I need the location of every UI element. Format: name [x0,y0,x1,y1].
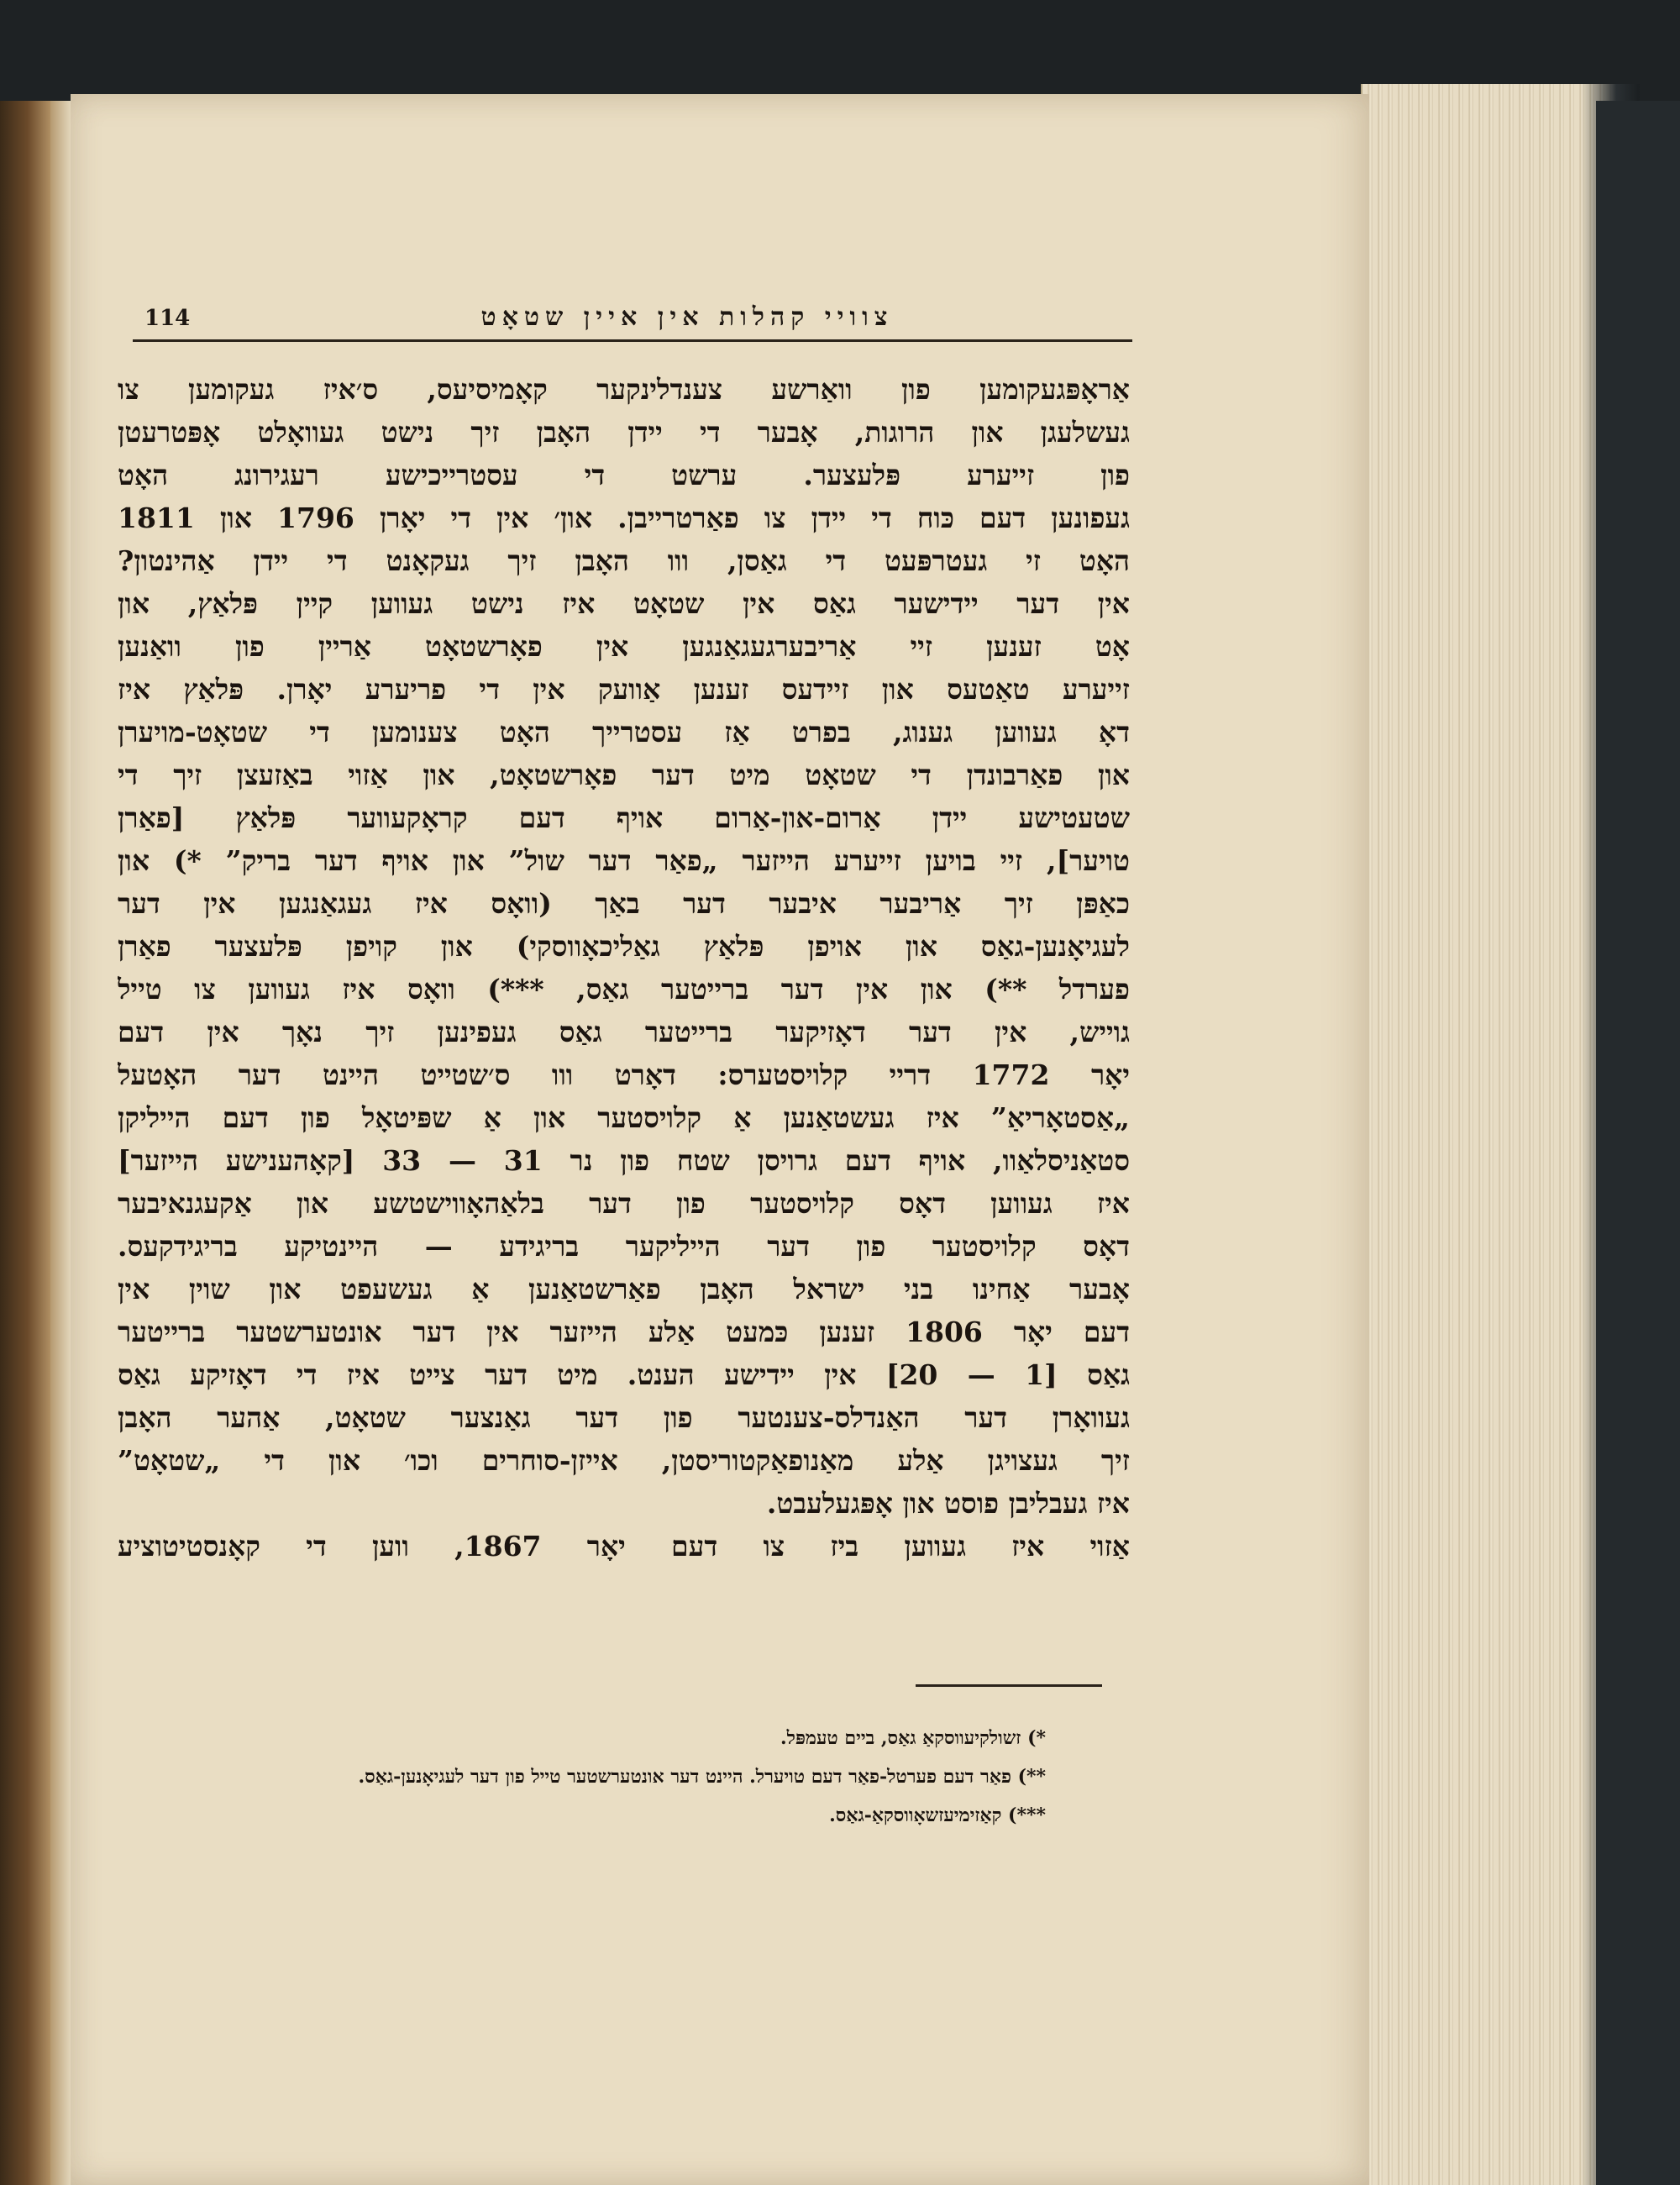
body-text [118,368,1130,1568]
footnote-rule [916,1684,1102,1687]
text-line: גאַס [1 — 20] אין יידישע הענט. מיט דער צייט איז די דאָזיקע גאַס [118,1358,1130,1391]
page-number: 114 [144,306,191,331]
text-line: אָט זענען זיי אַריבערגעגאַנגען אין פאָרשטאָט אַריין פון וואַנען [118,630,1130,663]
text-line: „אַסטאָריאַ” איז געשטאַנען אַ קלויסטער און אַ שפּיטאָל פון דעם הייליקן [118,1101,1130,1134]
footnote: *) זשולקיעווסקאַ גאַס, ביים טעמפּל. [780,1727,1046,1749]
book-cover [1596,101,1680,2185]
text-line: דאָ געווען גענוג, בפרט אַז עסטרייך האָט צענומען די שטאָט-מויערן [118,716,1130,748]
text-line: געשלעגן און הרוגות, אָבער די יידן האָבן זיך נישט געוואָלט אָפּטרעטן [118,416,1130,449]
text-line: דעם יאָר 1806 זענען כּמעט אַלע הייזער אין דער אונטערשטער ברייטער [118,1316,1130,1348]
text-line: גוייש, אין דער דאָזיקער ברייטער גאַס געפינען זיך נאָך אין דעם [118,1016,1130,1048]
text-line: פון זייערע פּלעצער. ערשט די עסטרייכישע רעגירונג האָט [118,459,1130,491]
running-title: צוויי קהלות אין איין שטאָט [480,302,894,332]
text-line: טויער], זיי בויען זייערע הייזער „פאַר דער שול” און אויף דער בריק” *) און [118,844,1130,877]
footnote: ***) קאַזימיעזשאָווסקאַ-גאַס. [829,1804,1046,1826]
text-line: שטעטישע יידן אַרום-און-אַרום אויף דעם קראָקעווער פּלאַץ [פאַרן [118,801,1130,834]
footnote: **) פאַר דעם פערטל-פאַר דעם טויערל. היינט דער אונטערשטער טייל פון דער לעגיאָנען-גאַס. [358,1766,1046,1788]
text-line: כאַפּן זיך אַריבער איבער דער באַך (וואָס איז געגאַנגען אין דער [118,887,1130,920]
text-line: דאָס קלויסטער פון דער הייליקער בריגידע — היינטיקע בריגידקעס. [118,1230,1130,1263]
text-line: איז געווען דאָס קלויסטער פון דער בלאַהאָווישטשע און אַקעגנאיבער [118,1187,1130,1220]
footnotes [118,1719,1046,1835]
text-line: האָט זי געטרפּעט די גאַסן, ווו האָבן זיך געקאָנט די יידן אַהינטון? [118,544,1130,577]
text-line: אין דער יידישער גאַס אין שטאָט איז נישט געווען קיין פּלאַץ, און [118,587,1130,620]
text-line: אַזוי איז געווען ביז צו דעם יאָר 1867, ווען די קאָנסטיטוציע [118,1530,1130,1563]
text-line: און פאַרבונדן די שטאָט מיט דער פאָרשטאָט, און אַזוי באַזעצן זיך די [118,759,1130,791]
text-line: לעגיאָנען-גאַס און אויפן פּלאַץ גאַליכאָווסקי) און קויפן פּלעצער פאַרן [118,930,1130,963]
header-rule [133,339,1132,342]
text-line: פערדל **) און אין דער ברייטער גאַס, ***) וואָס איז געווען צו טייל [118,973,1130,1006]
text-line: זיך געצויגן אַלע מאַנופאַקטוריסטן, אייזן-סוחרים וכו׳ און די „שטאָט” [118,1444,1130,1477]
text-line: געוואָרן דער האַנדלס-צענטער פון דער גאַנצער שטאָט, אַהער האָבן [118,1401,1130,1434]
text-line: יאָר 1772 דריי קלויסטערס: דאָרט ווו ס׳שטייט היינט דער האָטעל [118,1058,1130,1091]
text-line: איז געבליבן פוסט און אָפּגעלעבט. [766,1487,1130,1520]
text-line: אַראָפּגעקומען פון וואַרשע צענדלינקער קאָמיסיעס, ס׳איז געקומען צו [118,373,1130,406]
left-page-gutter [50,101,71,2185]
text-line: זייערע טאַטעס און זיידעס זענען אַוועק אין די פריערע יאָרן. פּלאַץ איז [118,673,1130,706]
text-line: געפונען דעם כּוח די יידן צו פאַרטרייבן. און׳ אין די יאָרן 1796 און 1811 [118,502,1130,534]
text-line: סטאַניסלאַוו, אויף דעם גרויסן שטח פון נר 31 — 33 [קאָהענישע הייזער] [118,1144,1130,1177]
text-line: אָבער אַחינו בני ישראל האָבן פאַרשטאַנען אַ געשעפט און שוין אין [118,1273,1130,1305]
